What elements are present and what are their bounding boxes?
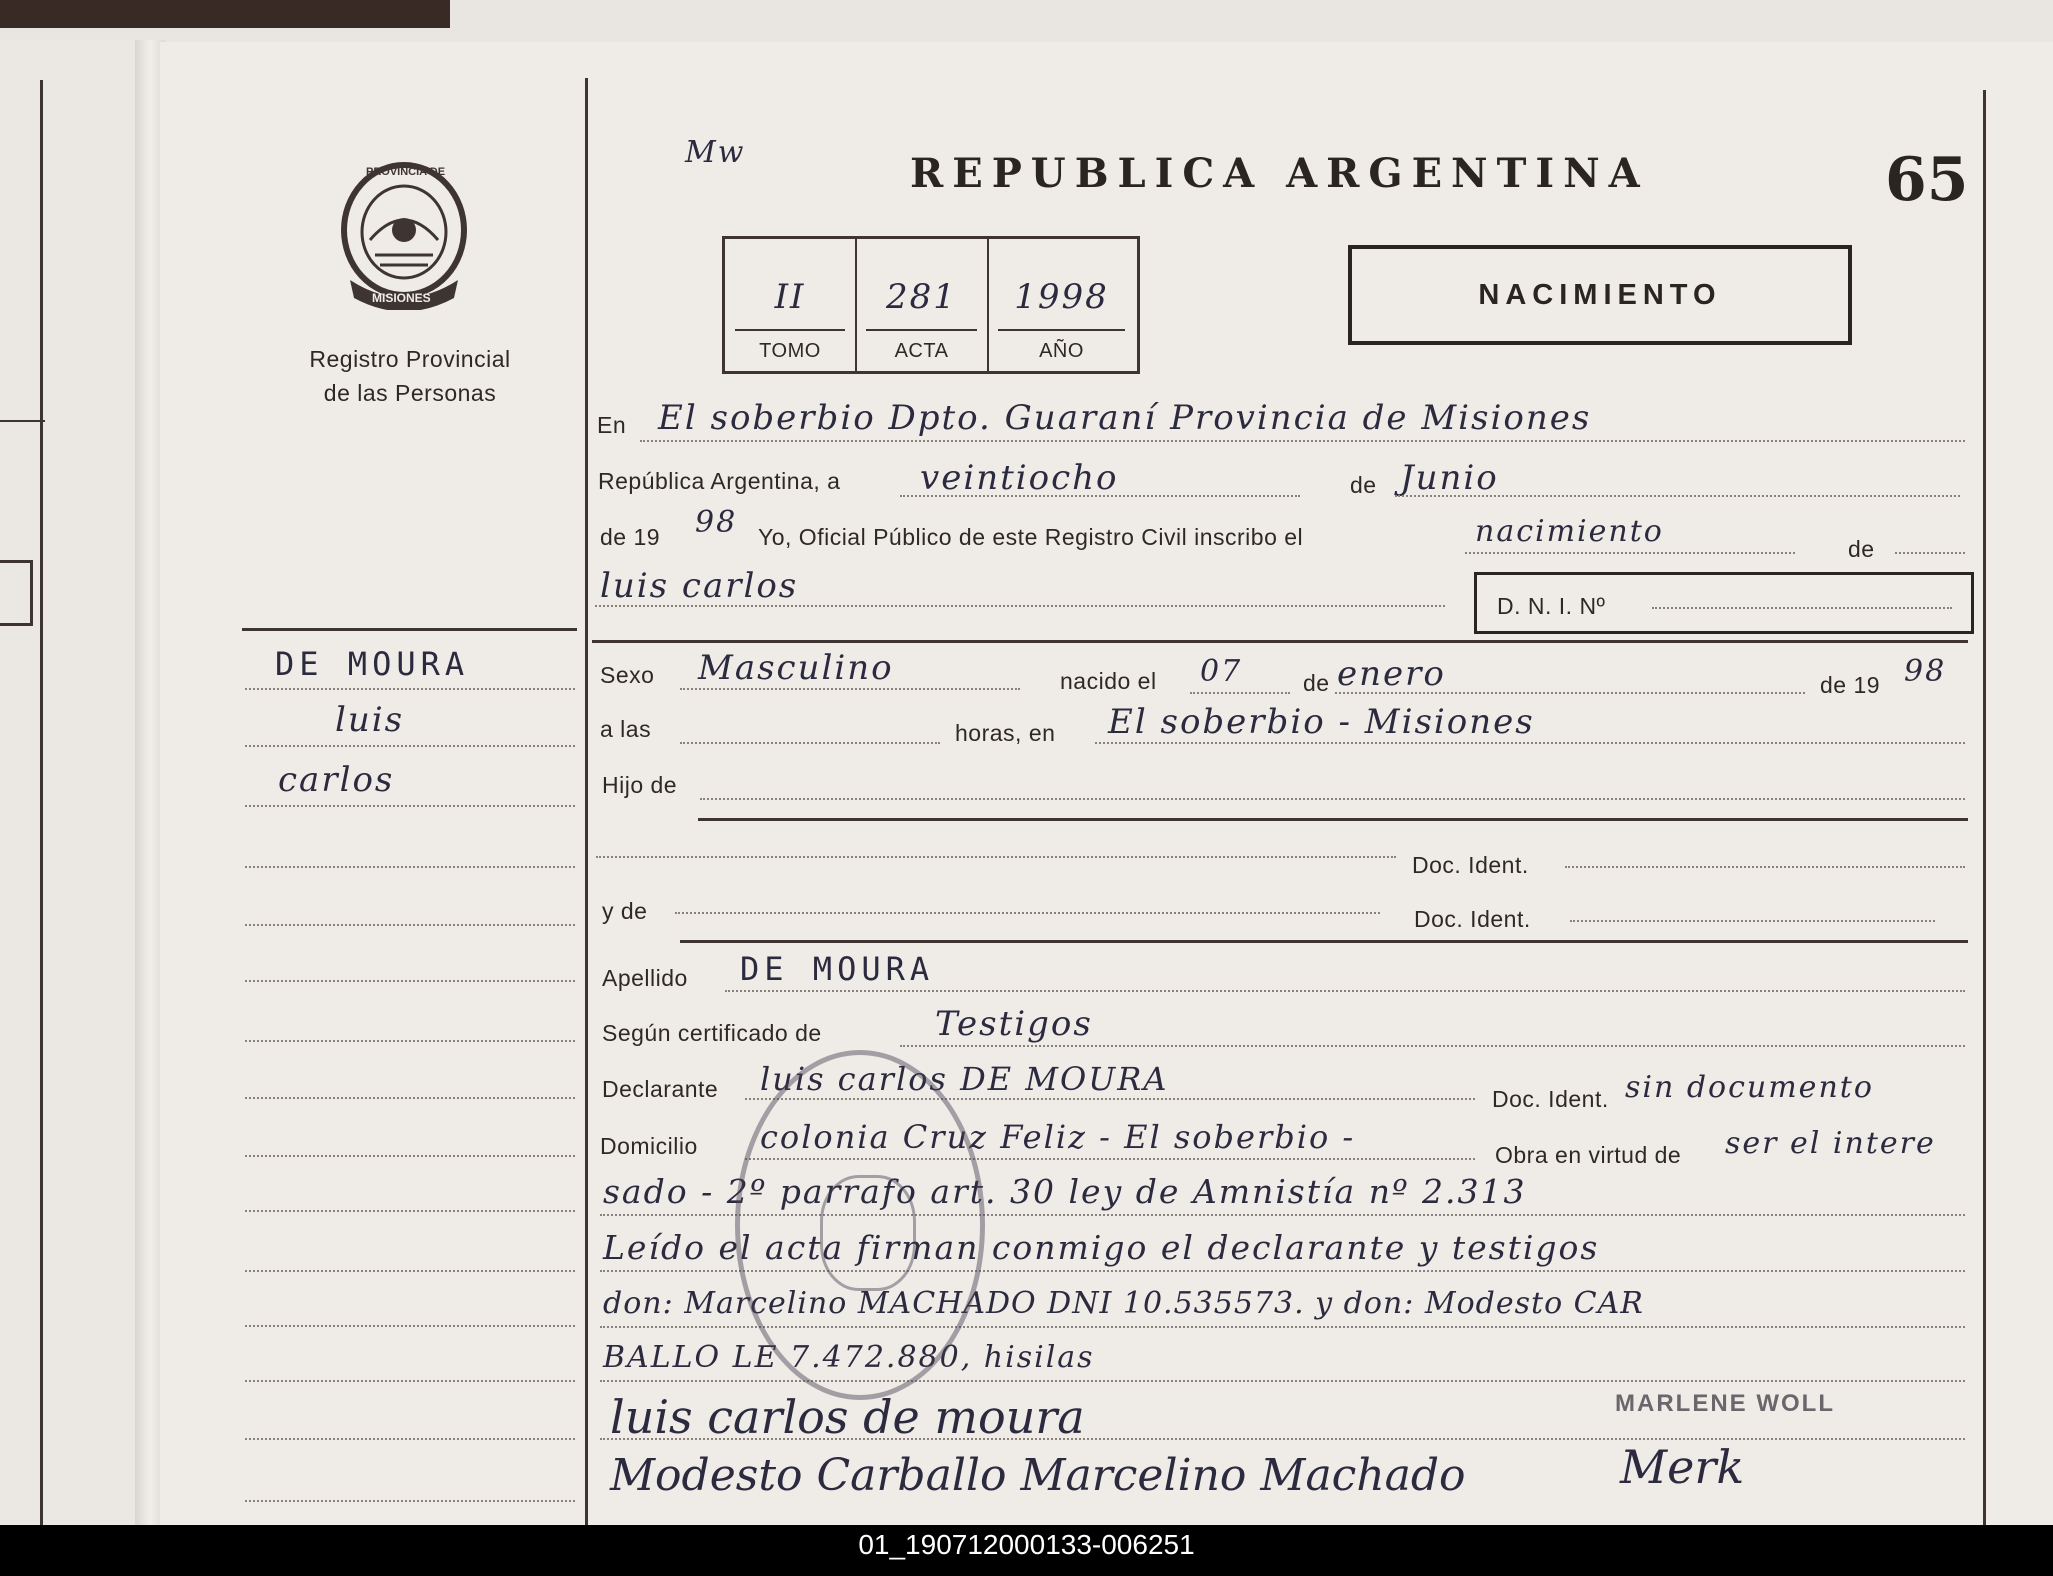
alas-label: a las (600, 716, 652, 742)
left-page (0, 40, 140, 1525)
seal-province-text: PROVINCIA DE (366, 166, 446, 178)
margin-surname: DE MOURA (275, 645, 470, 683)
record-number-box (722, 236, 1140, 374)
signature-officer: Merk (1620, 1440, 1745, 1494)
dni-box (1474, 572, 1974, 634)
left-page-box (0, 560, 33, 626)
tomo-value: II (774, 277, 806, 317)
continuation-line-2: Leído el acta firman conmigo el declarante y testigos (603, 1228, 1600, 1267)
obra-value: ser el intere (1725, 1126, 1936, 1161)
tomo-cell (725, 239, 857, 371)
left-page-border (40, 80, 43, 1525)
margin-rule-line (245, 1097, 575, 1099)
registry-label (270, 342, 550, 410)
margin-rule-line (245, 688, 575, 690)
de-label-1: de (1350, 472, 1377, 498)
segun-label: Según certificado de (602, 1020, 822, 1046)
obra-label: Obra en virtud de (1495, 1142, 1682, 1168)
docident-label-2: Doc. Ident. (1414, 906, 1531, 932)
ano-cell (988, 239, 1135, 371)
margin-given-1: luis (335, 700, 405, 740)
margin-rule-line (245, 1325, 575, 1327)
de19-label: de 19 (600, 524, 661, 550)
registry-line-2: de las Personas (323, 380, 497, 406)
record-type-label: NACIMIENTO (1478, 279, 1722, 311)
ano-label: AÑO (1039, 340, 1084, 362)
margin-rule-line (245, 1040, 575, 1042)
docident-label-1: Doc. Ident. (1412, 852, 1529, 878)
birth-month: enero (1337, 654, 1446, 694)
margin-rule-line (245, 745, 575, 747)
yo-text: Yo, Oficial Público de este Registro Civil inscribo el (758, 524, 1304, 550)
continuation-line-3: don: Marcelino MACHADO DNI 10.535573. y don: Modesto CAR (603, 1286, 1644, 1321)
margin-rule-line (245, 1500, 575, 1502)
apellido-label: Apellido (602, 965, 688, 991)
docident3-value: sin documento (1625, 1070, 1874, 1105)
domicilio-label: Domicilio (600, 1133, 698, 1159)
margin-rule-line (245, 924, 575, 926)
signature-declarante: luis carlos de moura (610, 1390, 1085, 1444)
declarante-value: luis carlos DE MOURA (760, 1060, 1169, 1098)
acta-value: 281 (886, 277, 957, 317)
republica-label: República Argentina, a (598, 468, 841, 494)
sexo-value: Masculino (698, 648, 894, 688)
margin-rule-line (245, 1270, 575, 1272)
initials: Mw (685, 135, 746, 170)
seal-name-text: MISIONES (372, 291, 431, 305)
margin-given-2: carlos (278, 760, 395, 800)
record-type-box (1348, 245, 1852, 345)
image-caption: 01_190712000133-006251 (858, 1529, 1195, 1560)
margin-rule-line (245, 1210, 575, 1212)
officer-name-stamp: MARLENE WOLL (1615, 1390, 1835, 1417)
year-value: 98 (695, 505, 738, 540)
declarante-label: Declarante (602, 1076, 719, 1102)
margin-top-rule (242, 628, 577, 631)
apellido-value: DE MOURA (740, 950, 935, 988)
acta-label: ACTA (894, 340, 949, 362)
place-value: El soberbio - Misiones (1108, 702, 1535, 742)
domicilio-value: colonia Cruz Feliz - El soberbio - (760, 1118, 1356, 1156)
margin-rule-line (245, 980, 575, 982)
continuation-line-4: BALLO LE 7.472.880, hisilas (603, 1340, 1095, 1375)
left-page-rule (0, 420, 45, 422)
docident-label-3: Doc. Ident. (1492, 1086, 1609, 1112)
book-cover-edge (0, 0, 450, 28)
month-value: Junio (1400, 458, 1499, 498)
en-label: En (597, 412, 627, 438)
margin-rule-line (245, 1380, 575, 1382)
ano-value: 1998 (1014, 277, 1109, 317)
acta-cell (856, 239, 989, 371)
margin-rule-line (245, 1155, 575, 1157)
right-border (1983, 90, 1986, 1525)
page-number: 65 (1885, 145, 1969, 215)
registry-line-1: Registro Provincial (309, 346, 511, 372)
margin-rule-line (245, 866, 575, 868)
en-value: El soberbio Dpto. Guaraní Provincia de Misiones (658, 398, 1592, 438)
name-value: luis carlos (600, 566, 799, 606)
signature-witnesses: Modesto Carballo Marcelino Machado (610, 1450, 1466, 1501)
margin-rule-line (245, 1438, 575, 1440)
official-stamp-emblem (820, 1175, 916, 1291)
misiones-seal-icon (330, 160, 478, 310)
margin-rule-line (245, 805, 575, 807)
page-title: REPUBLICA ARGENTINA (910, 150, 1649, 197)
de19-label-2: de 19 (1820, 672, 1881, 698)
hijo-label: Hijo de (602, 772, 678, 798)
birth-day: 07 (1200, 654, 1243, 689)
segun-value: Testigos (935, 1004, 1093, 1044)
section-rule-1 (592, 640, 1968, 643)
tomo-label: TOMO (759, 340, 821, 362)
column-divider (585, 78, 588, 1525)
sexo-label: Sexo (600, 662, 655, 688)
birth-year: 98 (1904, 654, 1947, 689)
continuation-line-1: sado - 2º parrafo art. 30 ley de Amnistía nº 2.313 (603, 1172, 1527, 1211)
day-value: veintiocho (920, 458, 1119, 498)
inscribo-value: nacimiento (1475, 514, 1664, 549)
horas-label: horas, en (955, 720, 1056, 746)
section-rule-2 (698, 818, 1968, 821)
yde-label: y de (602, 898, 648, 924)
nacido-label: nacido el (1060, 668, 1157, 694)
de-label-3: de (1303, 670, 1330, 696)
de-label-2: de (1848, 536, 1875, 562)
section-rule-3 (680, 940, 1968, 943)
dni-label: D. N. I. Nº (1497, 593, 1606, 619)
